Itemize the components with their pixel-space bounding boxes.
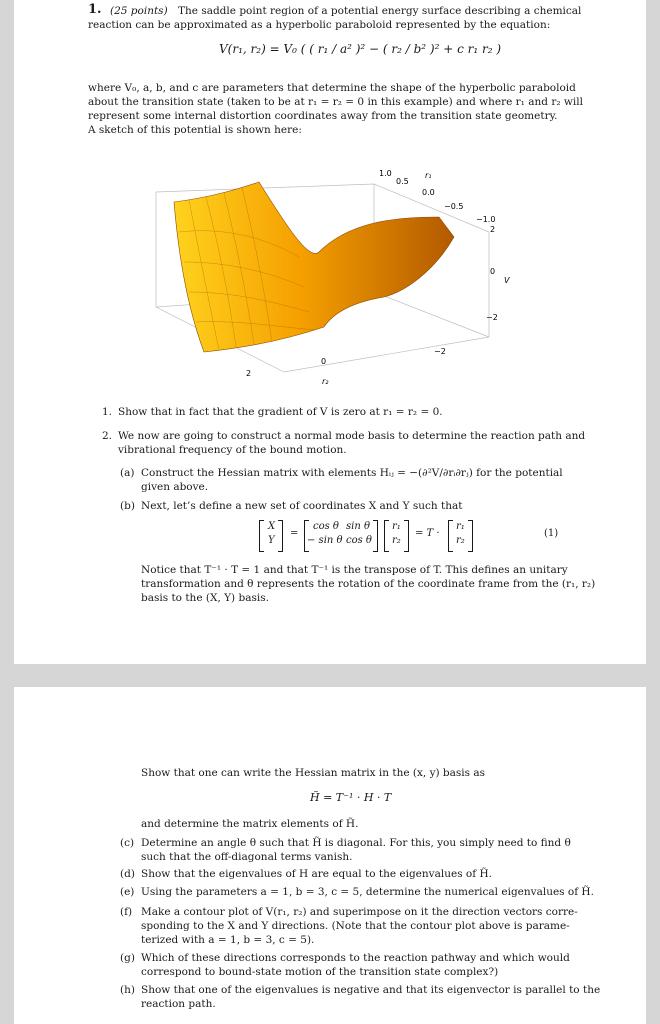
bracket-right [373,520,378,552]
part-b-text: Next, let’s define a new set of coordinates X and Y such that [141,500,463,512]
r1-tick: −0.5 [444,202,464,211]
problem-points: (25 points) [110,5,168,17]
part-h-label: (h) [120,984,135,996]
problem-intro-line2: reaction can be approximated as a hyperbolic paraboloid represented by the equation: [88,19,551,31]
item-2-line2: vibrational frequency of the bound motion. [118,444,347,456]
rot-11: cos θ [313,521,339,532]
part-c-label: (c) [120,837,135,849]
document-page-1 [14,0,646,664]
saddle-surface-plot [134,162,514,392]
part-c-line2: such that the off-diagonal terms vanish. [141,851,353,863]
part-g-line2: correspond to bound-state motion of the transition state complex?) [141,966,499,978]
where-line2: about the transition state (taken to be at r₁ = r₂ = 0 in this example) and where r₁ and r₂ will [88,96,583,108]
bracket-left [384,520,389,552]
item-1-number: 1. [102,406,113,418]
bracket-right [278,520,283,552]
part-f-label: (f) [120,906,133,918]
equals-sign: = [290,528,299,539]
vec-r2: r₂ [392,535,401,546]
part-f-line3: terized with a = 1, b = 3, c = 5). [141,934,315,946]
vec-r1: r₁ [456,521,465,532]
rot-21: − sin θ [307,535,343,546]
notice-line1: Notice that T⁻¹ · T = 1 and that T⁻¹ is the transpose of T. This defines an unitary [141,564,568,576]
part-c-line1: Determine an angle θ such that H̃ is diagonal. For this, you simply need to find θ [141,837,571,849]
part-d-label: (d) [120,868,135,880]
part-a-line2: given above. [141,481,209,493]
sketch-line: A sketch of this potential is shown here: [88,124,302,136]
item-2-number: 2. [102,430,113,442]
hessian-equation: H̃ = T⁻¹ · H · T [310,791,392,804]
part-f-line2: sponding to the X and Y directions. (Note that the contour plot above is parame- [141,920,570,932]
part-h-line2: reaction path. [141,998,216,1010]
potential-equation: V(r₁, r₂) = V₀ ( ( r₁ / a² )² − ( r₂ / b² )² + c r₁ r₂ ) [219,42,502,56]
rot-12: sin θ [346,521,370,532]
r1-tick: 0.0 [422,188,435,197]
part-f-line1: Make a contour plot of V(r₁, r₂) and superimpose on it the direction vectors corre- [141,906,578,918]
v-tick: 0 [490,267,496,276]
bracket-right [404,520,409,552]
lhs-y: Y [268,535,275,546]
document-page-2 [14,687,646,1024]
vec-r1: r₁ [392,521,401,532]
r2-tick: 2 [246,369,252,378]
r2-axis-label: r₂ [322,377,329,386]
equation-number: (1) [544,528,559,539]
r1-axis-label: r₁ [425,171,432,180]
part-a-line1: Construct the Hessian matrix with elements Hᵢⱼ = −(∂²V/∂rᵢ∂rⱼ) for the potential [141,467,563,479]
problem-number: 1. [88,2,102,17]
v-tick: 2 [490,225,496,234]
item-2-line1: We now are going to construct a normal mode basis to determine the reaction path and [118,430,586,442]
v-tick: −2 [486,313,498,322]
vec-r2: r₂ [456,535,465,546]
part-e-line1: Using the parameters a = 1, b = 3, c = 5, determine the numerical eigenvalues of H̃. [141,886,594,898]
where-line3: represent some internal distortion coordinates away from the transition state geometry. [88,110,558,122]
r1-tick: 1.0 [379,169,392,178]
problem-intro-line1: The saddle point region of a potential energy surface describing a chemical [178,5,582,17]
t-dot: = T · [415,528,440,539]
part-d-line1: Show that the eigenvalues of H are equal to the eigenvalues of H̃. [141,868,492,880]
rot-22: cos θ [346,535,372,546]
where-line1: where V₀, a, b, and c are parameters that determine the shape of the hyperbolic paraboloid [88,82,576,94]
r2-tick: −2 [434,347,446,356]
item-1-text: Show that in fact that the gradient of V is zero at r₁ = r₂ = 0. [118,406,443,418]
part-g-label: (g) [120,952,135,964]
lhs-x: X [268,521,276,532]
determine-line: and determine the matrix elements of H̃. [141,818,359,830]
r1-tick: 0.5 [396,177,409,186]
part-e-label: (e) [120,886,135,898]
bracket-left [259,520,264,552]
bracket-right [468,520,473,552]
r2-tick: 0 [321,357,327,366]
notice-line2: transformation and θ represents the rotation of the coordinate frame from the (r₁, r₂) [141,578,596,590]
hessian-line: Show that one can write the Hessian matrix in the (x, y) basis as [141,767,486,779]
part-g-line1: Which of these directions corresponds to the reaction pathway and which would [141,952,570,964]
v-axis-label: V [504,276,510,285]
part-b-label: (b) [120,500,135,512]
r1-tick: −1.0 [476,215,496,224]
bracket-left [448,520,453,552]
notice-line3: basis to the (X, Y) basis. [141,592,269,604]
part-h-line1: Show that one of the eigenvalues is negative and that its eigenvector is parallel to the [141,984,601,996]
saddle-surface [174,182,454,352]
part-a-label: (a) [120,467,135,479]
